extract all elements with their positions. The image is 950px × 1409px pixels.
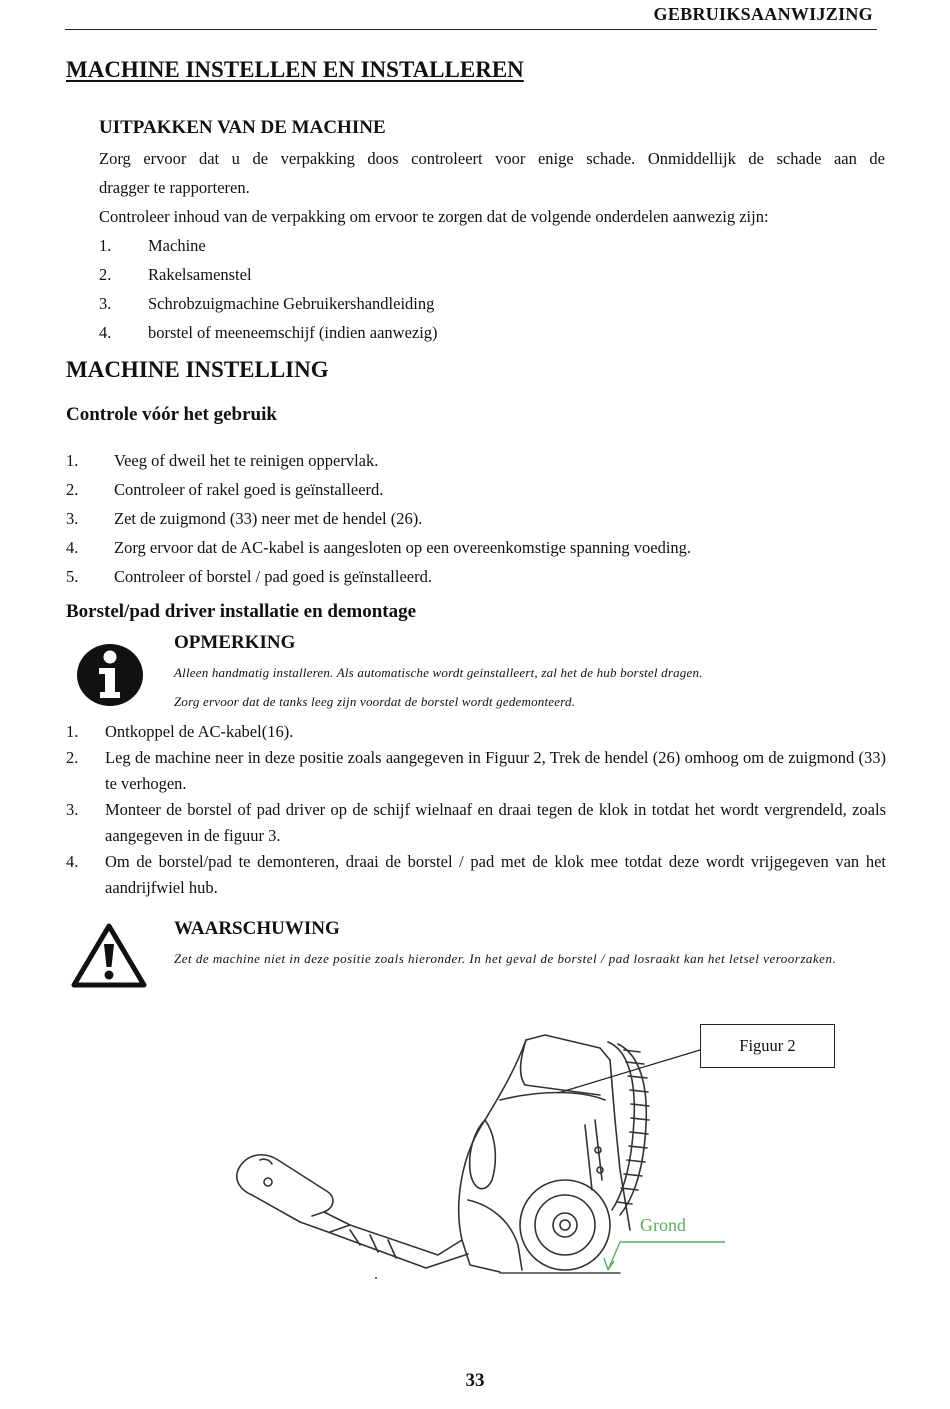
warning-triangle-icon [71,922,147,988]
running-header: GEBRUIKSAANWIJZING [653,4,873,24]
subtitle-precheck: Controle vóór het gebruik [66,404,277,425]
list-item: 3. Monteer de borstel of pad driver op de schijf wielnaaf en draai tegen de klok in totdat het wordt vergrendeld, zoals aangegeven in de figuur 3. [66,800,886,845]
section-title-install: MACHINE INSTELLEN EN INSTALLEREN [66,57,524,82]
list-item: 5. Controleer of borstel / pad goed is geïnstalleerd. [66,567,432,586]
list-item: 1. Veeg of dweil het te reinigen oppervlak. [66,451,379,470]
list-item: 4. Om de borstel/pad te demonteren, draai de borstel / pad met de klok mee totdat deze wordt vrijgegeven van het aandrijfwiel hub. [66,852,886,897]
subtitle-unpacking: UITPAKKEN VAN DE MACHINE [99,117,386,138]
install-steps [66,719,886,901]
precheck-list [66,446,691,591]
section-title-setting: MACHINE INSTELLING [66,357,329,382]
note-line-2: Zorg ervoor dat de tanks leeg zijn voordat de borstel wordt gedemonteerd. [174,694,576,709]
list-item: 2. Leg de machine neer in deze positie zoals aangegeven in Figuur 2, Trek de hendel (26) omhoog om de zuigmond (33) te verhogen. [66,748,886,793]
list-item: 1. Machine [99,236,206,255]
list-item: 2. Rakelsamenstel [99,265,252,284]
list-item: 3. Zet de zuigmond (33) neer met de hendel (26). [66,509,423,528]
header-divider [65,29,877,30]
subtitle-brush-install: Borstel/pad driver installatie en demontage [66,601,417,622]
page-number: 33 [465,1370,485,1391]
list-item: 4. borstel of meeneemschijf (indien aanwezig) [99,323,438,342]
list-item: 3. Schrobzuigmachine Gebruikershandleiding [99,294,435,313]
unpacking-paragraph-1-line-2: dragger te rapporteren. [99,178,250,197]
contents-list [99,231,438,347]
unpacking-paragraph-1 [99,144,885,202]
info-icon [75,642,145,708]
unpacking-paragraph-1-line-1: Zorg ervoor dat u de verpakking doos controleert voor enige schade. Onmiddellijk de schade aan de [99,149,885,168]
list-item: 2. Controleer of rakel goed is geïnstalleerd. [66,480,384,499]
list-item: 1. Ontkoppel de AC-kabel(16). [66,722,294,741]
figure-label-box [700,1024,835,1068]
unpacking-paragraph-2: Controleer inhoud van de verpakking om ervoor te zorgen dat de volgende onderdelen aanwezig zijn: [99,207,769,226]
note-title: OPMERKING [174,632,296,653]
warning-text: Zet de machine niet in deze positie zoals hieronder. In het geval de borstel / pad losraakt kan het letsel veroorzaken. [174,951,837,966]
figure-label: Figuur 2 [739,1036,796,1055]
list-item: 4. Zorg ervoor dat de AC-kabel is aangesloten op een overeenkomstige spanning voeding. [66,538,692,557]
ground-label: Grond [640,1215,686,1235]
note-line-1: Alleen handmatig installeren. Als automatische wordt geinstalleert, zal het de hub borstel dragen. [174,665,703,680]
warning-title: WAARSCHUWING [174,918,340,939]
machine-illustration [200,1030,740,1290]
